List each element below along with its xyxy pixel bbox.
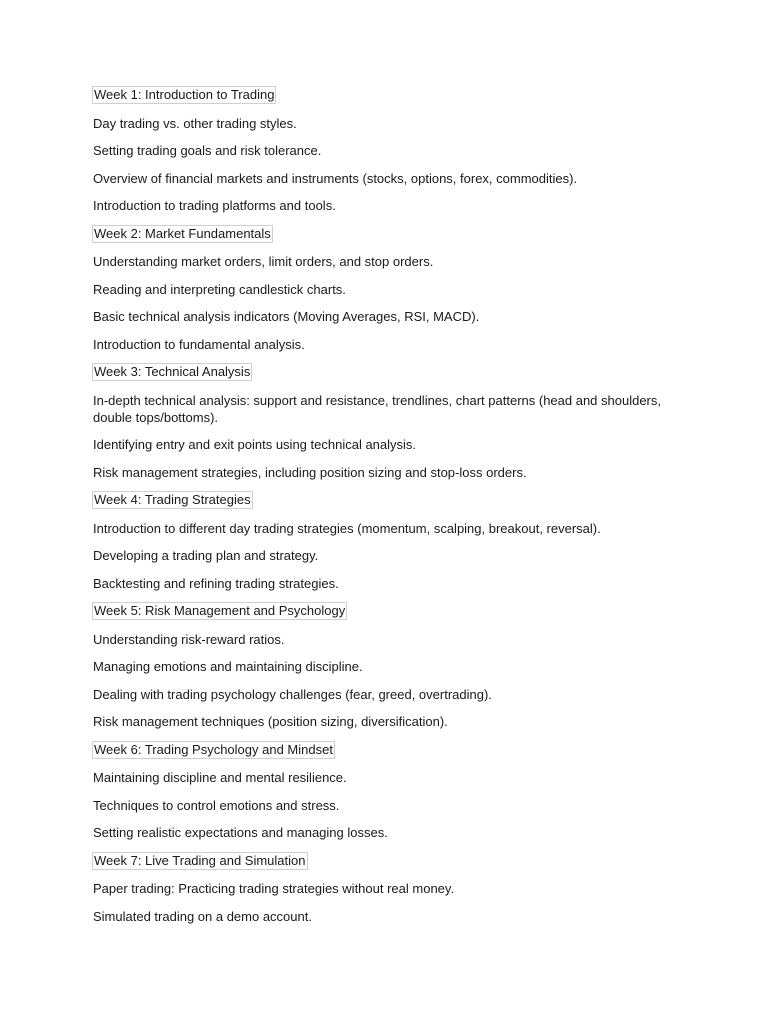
list-item: Dealing with trading psychology challenges (fear, greed, overtrading). [93,686,492,702]
list-item: Reading and interpreting candlestick charts. [93,281,346,297]
section-week-6 [93,741,683,759]
list-item: Identifying entry and exit points using technical analysis. [93,437,417,452]
section-heading: Week 7: Live Trading and Simulation [94,852,306,868]
section-week-1 [93,86,683,104]
section-week-3 [93,363,683,381]
list-item: Risk management strategies, including position sizing and stop-loss orders. [93,464,527,480]
list-item: Managing emotions and maintaining discipline. [93,659,363,674]
list-item: Backtesting and refining trading strategies. [93,575,339,591]
list-item: Developing a trading plan and strategy. [93,548,319,563]
section-heading: Week 1: Introduction to Trading [94,87,275,102]
list-item: Risk management techniques (position sizing, diversification). [93,714,448,729]
section-week-7 [93,852,683,870]
list-item: Day trading vs. other trading styles. [93,115,297,131]
list-item: Paper trading: Practicing trading strategies without real money. [93,881,455,896]
list-item: Introduction to different day trading strategies (momentum, scalping, breakout, reversal). [93,520,601,536]
list-item: Maintaining discipline and mental resilience. [93,770,347,785]
list-item: Understanding market orders, limit orders, and stop orders. [93,254,434,269]
list-item: Introduction to fundamental analysis. [93,336,305,352]
list-item: Introduction to trading platforms and tools. [93,198,336,213]
list-item: Simulated trading on a demo account. [93,908,312,924]
list-item: Understanding risk-reward ratios. [93,631,285,647]
list-item: Techniques to control emotions and stress. [93,797,340,813]
list-item: Setting trading goals and risk tolerance. [93,143,322,158]
list-item: Overview of financial markets and instruments (stocks, options, forex, commodities). [93,170,578,186]
section-week-2 [93,225,683,243]
section-week-5 [93,602,683,620]
list-item: In-depth technical analysis: support and resistance, trendlines, chart patterns (head and shoulders, double tops/bottoms). [93,392,662,425]
section-heading: Week 6: Trading Psychology and Mindset [94,741,333,757]
document-body [93,86,683,935]
section-week-4 [93,491,683,509]
section-heading: Week 5: Risk Management and Psychology [94,603,346,618]
list-item: Setting realistic expectations and managing losses. [93,825,388,840]
section-heading: Week 3: Technical Analysis [94,364,251,379]
list-item: Basic technical analysis indicators (Moving Averages, RSI, MACD). [93,309,480,324]
section-heading: Week 4: Trading Strategies [94,492,251,507]
section-heading: Week 2: Market Fundamentals [94,225,271,241]
